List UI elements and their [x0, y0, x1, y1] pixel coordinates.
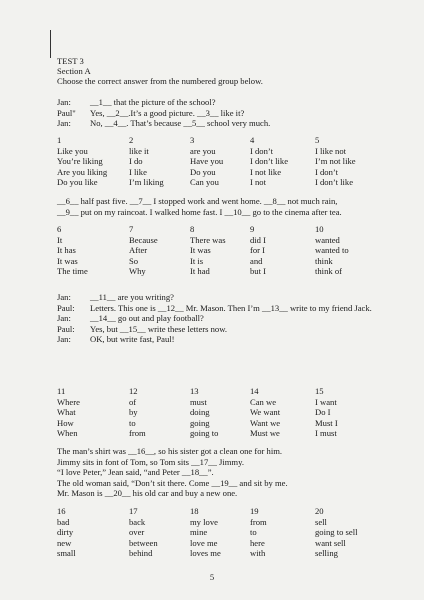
option: It is — [190, 255, 204, 266]
option: bad — [57, 516, 70, 527]
option-column — [315, 135, 356, 188]
dialog-line — [57, 313, 390, 324]
page-number: 5 — [209, 572, 215, 582]
line-text: __11__ are you writing? — [90, 292, 174, 302]
passage-line: The man’s shirt was __16__, so his sister got a clean one for him. — [57, 446, 283, 456]
option-column — [250, 506, 267, 559]
option: So — [129, 255, 139, 266]
passage-2 — [57, 446, 377, 499]
option: Have you — [190, 156, 224, 167]
option: We want — [250, 407, 281, 418]
option: I don’t like — [250, 156, 289, 167]
option: are you — [190, 145, 216, 156]
option: How — [57, 417, 74, 428]
option: Are you liking — [57, 166, 108, 177]
dialog-2 — [57, 292, 390, 345]
line-text: Yes, but __15__ write these letters now. — [90, 323, 228, 334]
speaker: Paul: — [57, 302, 75, 313]
option: think — [315, 255, 333, 266]
option: to — [250, 527, 257, 538]
speaker: Paul" — [57, 107, 76, 118]
option: from — [250, 516, 267, 527]
option: to — [129, 417, 136, 428]
passage-line: __6__ half past five. __7__ I stopped work and went home. __8__ not much rain, — [57, 196, 338, 206]
option: my love — [190, 516, 218, 527]
question-number: 4 — [250, 135, 255, 145]
question-number: 13 — [190, 386, 199, 396]
option: I like — [129, 166, 147, 177]
question-number: 10 — [315, 224, 324, 234]
option: here — [250, 537, 265, 548]
line-text: Letters. This one is __12__ Mr. Mason. Then I’m __13__ write to my friend Jack. — [90, 302, 372, 313]
question-number: 15 — [315, 386, 324, 396]
option: selling — [315, 548, 338, 559]
option: like it — [129, 145, 149, 156]
option: It has — [57, 245, 76, 256]
option: mine — [190, 527, 208, 538]
option: wanted to — [315, 245, 349, 256]
option-column — [250, 135, 288, 188]
option: I not — [250, 177, 266, 188]
dialog-line — [57, 292, 390, 303]
question-number: 9 — [250, 224, 255, 234]
option: It — [57, 234, 63, 245]
option: doing — [190, 407, 210, 418]
option: from — [129, 428, 146, 439]
option: I like not — [315, 145, 347, 156]
option-column — [315, 506, 358, 559]
option: sell — [315, 516, 327, 527]
dialog-line — [57, 334, 390, 345]
option-column — [190, 506, 221, 559]
option: You’re liking — [57, 156, 103, 167]
option-column — [57, 386, 80, 439]
passage-line: The old woman said, “Don’t sit there. Come __19__ and sit by me. — [57, 477, 288, 488]
question-number: 2 — [129, 135, 134, 145]
option-column — [250, 386, 280, 439]
passage-line: __9__ put on my raincoat. I walked home fast. I __10__ go to the cinema after tea. — [57, 206, 342, 217]
question-number: 12 — [129, 386, 138, 396]
option: Do you — [190, 166, 216, 177]
speaker: Jan: — [57, 118, 71, 129]
option: for I — [250, 245, 266, 256]
option-column — [57, 506, 76, 559]
speaker: Paul: — [57, 323, 75, 334]
option: Where — [57, 396, 80, 407]
option-column — [129, 135, 164, 188]
option: going — [190, 417, 210, 428]
line-text: Yes, __2__.It’s a good picture. __3__ like it? — [90, 107, 245, 118]
option-column — [190, 224, 226, 277]
option: Must we — [250, 428, 280, 439]
option-column — [315, 224, 349, 277]
option: behind — [129, 548, 153, 559]
line-text: OK, but write fast, Paul! — [90, 334, 175, 345]
question-number: 1 — [57, 135, 62, 145]
option: I want — [315, 396, 337, 407]
option: Can you — [190, 177, 219, 188]
option: small — [57, 548, 76, 559]
option: going to — [190, 428, 219, 439]
option-column — [190, 386, 218, 439]
option: After — [129, 245, 148, 256]
line-text: __14__ go out and play football? — [90, 313, 204, 324]
option-column — [57, 135, 107, 188]
option: wanted — [315, 234, 340, 245]
passage-1 — [57, 196, 377, 217]
option: Like you — [57, 145, 88, 156]
speaker: Jan: — [57, 292, 71, 302]
option: I don’t — [250, 145, 273, 156]
passage-line: “I love Peter,” Jean said, “and Peter __18__”. — [57, 467, 214, 478]
option: loves me — [190, 548, 221, 559]
speaker: Jan: — [57, 313, 71, 324]
option: with — [250, 548, 266, 559]
option-column — [190, 135, 223, 188]
test-title: TEST 3 — [57, 56, 84, 66]
option: What — [57, 407, 76, 418]
option: by — [129, 407, 138, 418]
option-column — [57, 224, 88, 277]
option: I’m liking — [129, 177, 164, 188]
question-number: 11 — [57, 386, 66, 396]
option: love me — [190, 537, 218, 548]
option-column — [315, 386, 338, 439]
option: It was — [57, 255, 78, 266]
option: between — [129, 537, 158, 548]
option: When — [57, 428, 78, 439]
option: Because — [129, 234, 158, 245]
question-number: 5 — [315, 135, 320, 145]
dialog-line — [57, 118, 390, 129]
instruction: Choose the correct answer from the numbered group below. — [57, 76, 263, 86]
option-column — [129, 224, 158, 277]
option: Why — [129, 266, 146, 277]
dialog-line — [57, 303, 390, 314]
test-header — [57, 56, 263, 86]
speaker: Jan: — [57, 97, 71, 107]
option: going to sell — [315, 527, 358, 538]
option-column — [129, 506, 158, 559]
option: There was — [190, 234, 226, 245]
option: and — [250, 255, 263, 266]
option: I must — [315, 428, 337, 439]
option: new — [57, 537, 72, 548]
dialog-1 — [57, 97, 390, 129]
line-text: No, __4__. That’s because __5__ school very much. — [90, 118, 271, 129]
option: but I — [250, 266, 266, 277]
option: Must I — [315, 417, 338, 428]
option: back — [129, 516, 146, 527]
dialog-line — [57, 97, 390, 108]
section-title: Section A — [57, 66, 91, 76]
question-number: 19 — [250, 506, 259, 516]
option: I’m not like — [315, 156, 356, 167]
passage-line: Jimmy sits in font of Tom, so Tom sits __17__ Jimmy. — [57, 456, 245, 467]
option: It was — [190, 245, 211, 256]
option: must — [190, 396, 207, 407]
option: It had — [190, 266, 210, 277]
option: I don’t — [315, 166, 338, 177]
question-number: 16 — [57, 506, 66, 516]
question-number: 14 — [250, 386, 259, 396]
option-column — [250, 224, 266, 277]
option: Can we — [250, 396, 277, 407]
option: I do — [129, 156, 143, 167]
option: I not like — [250, 166, 282, 177]
speaker: Jan: — [57, 334, 71, 345]
option: of — [129, 396, 137, 407]
question-number: 8 — [190, 224, 195, 234]
option: think of — [315, 266, 342, 277]
option: Want we — [250, 417, 281, 428]
question-number: 6 — [57, 224, 62, 234]
option: I don’t like — [315, 177, 354, 188]
option: Do I — [315, 407, 331, 418]
option: want sell — [315, 537, 346, 548]
question-number: 7 — [129, 224, 134, 234]
dialog-line — [57, 324, 390, 335]
option: over — [129, 527, 145, 538]
option: The time — [57, 266, 88, 277]
option: Do you like — [57, 177, 98, 188]
margin-mark — [50, 30, 51, 58]
dialog-line — [57, 108, 390, 119]
option-column — [129, 386, 146, 439]
passage-line: Mr. Mason is __20__ his old car and buy a new one. — [57, 488, 238, 499]
question-number: 3 — [190, 135, 195, 145]
question-number: 18 — [190, 506, 199, 516]
option: did I — [250, 234, 266, 245]
question-number: 20 — [315, 506, 324, 516]
line-text: __1__ that the picture of the school? — [90, 97, 216, 107]
option: dirty — [57, 527, 74, 538]
question-number: 17 — [129, 506, 138, 516]
